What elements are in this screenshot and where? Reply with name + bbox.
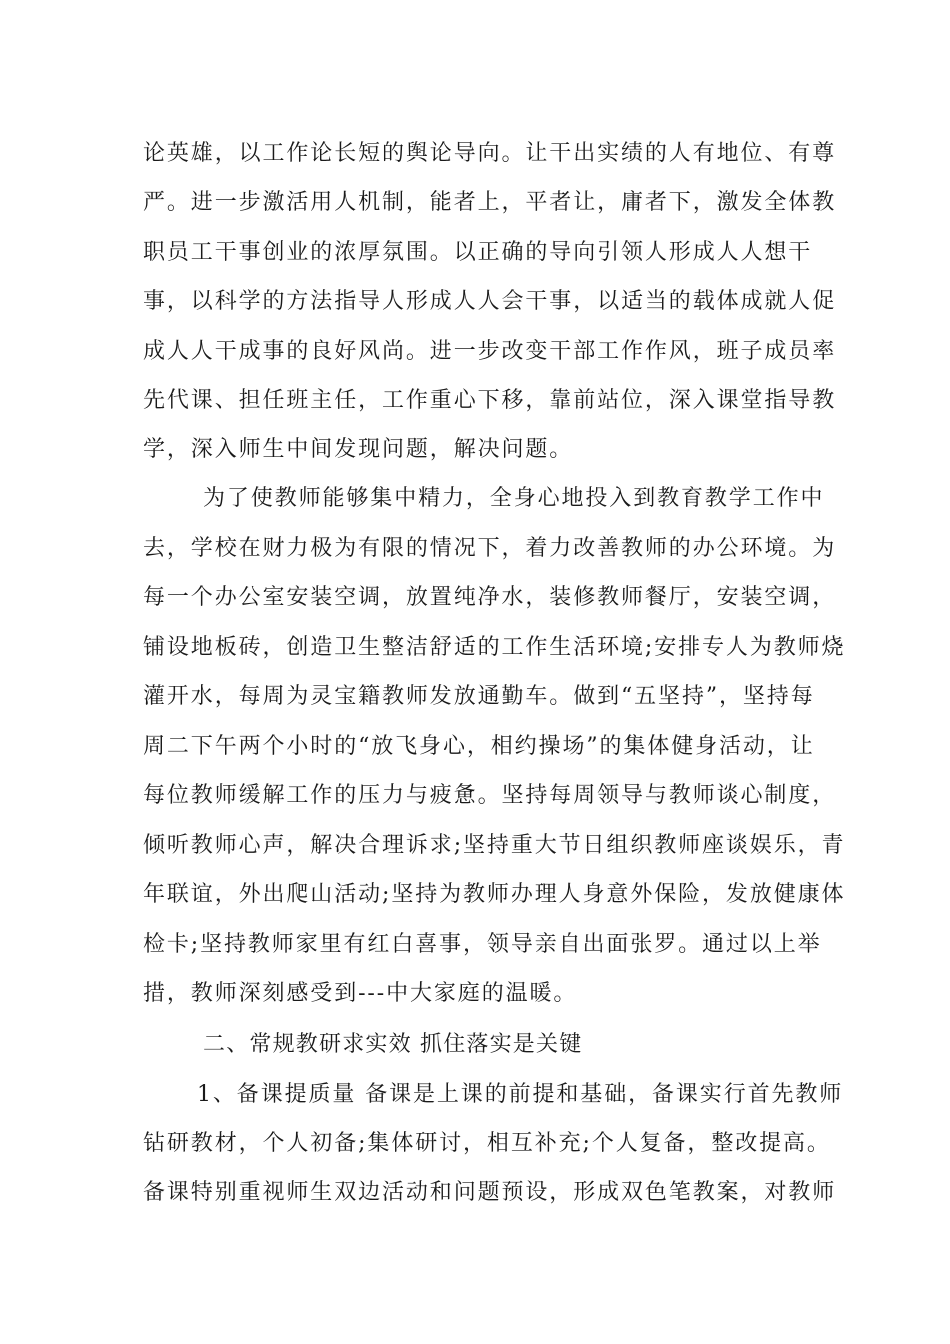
text-line: 周二下午两个小时的“放飞身心，相约操场”的集体健身活动，让 (143, 734, 815, 759)
text-line: 去，学校在财力极为有限的情况下，着力改善教师的办公环境。为 (143, 536, 837, 561)
text-line: 先代课、担任班主任，工作重心下移，靠前站位，深入课堂指导教 (143, 388, 837, 413)
text-line: 灌开水，每周为灵宝籍教师发放通勤车。做到“五坚持”，坚持每 (143, 684, 815, 709)
text-line: 备课特别重视师生双边活动和问题预设，形成双色笔教案，对教师 (143, 1180, 837, 1205)
text-line: 论英雄，以工作论长短的舆论导向。让干出实绩的人有地位、有尊 (143, 141, 837, 166)
text-line: 倾听教师心声，解决合理诉求;坚持重大节日组织教师座谈娱乐，青 (143, 833, 846, 858)
text-line: 事，以科学的方法指导人形成人人会干事，以适当的载体成就人促 (143, 289, 837, 314)
text-line: 年联谊，外出爬山活动;坚持为教师办理人身意外保险，发放健康体 (143, 882, 846, 907)
text-line: 钻研教材，个人初备;集体研讨，相互补充;个人复备，整改提高。 (143, 1131, 831, 1156)
text-line: 每一个办公室安装空调，放置纯净水，装修教师餐厅，安装空调， (143, 585, 837, 610)
text-line: 学，深入师生中间发现问题，解决问题。 (143, 437, 574, 462)
paragraph-first-line: 1、备课提质量 备课是上课的前提和基础，备课实行首先教师 (197, 1082, 844, 1107)
paragraph-first-line: 为了使教师能够集中精力，全身心地投入到教育教学工作中 (203, 486, 825, 511)
text-line: 每位教师缓解工作的压力与疲惫。坚持每周领导与教师谈心制度， (143, 783, 837, 808)
text-line: 措，教师深刻感受到---中大家庭的温暖。 (143, 981, 578, 1006)
text-line: 铺设地板砖，创造卫生整洁舒适的工作生活环境;安排专人为教师烧 (143, 635, 846, 660)
text-line: 职员工干事创业的浓厚氛围。以正确的导向引领人形成人人想干 (143, 240, 813, 265)
text-line: 检卡;坚持教师家里有红白喜事，领导亲自出面张罗。通过以上举 (143, 932, 822, 957)
text-line: 严。进一步激活用人机制，能者上，平者让，庸者下，激发全体教 (143, 190, 837, 215)
text-line: 成人人干成事的良好风尚。进一步改变干部工作作风，班子成员率 (143, 339, 837, 364)
section-heading: 二、常规教研求实效 抓住落实是关键 (203, 1032, 583, 1057)
